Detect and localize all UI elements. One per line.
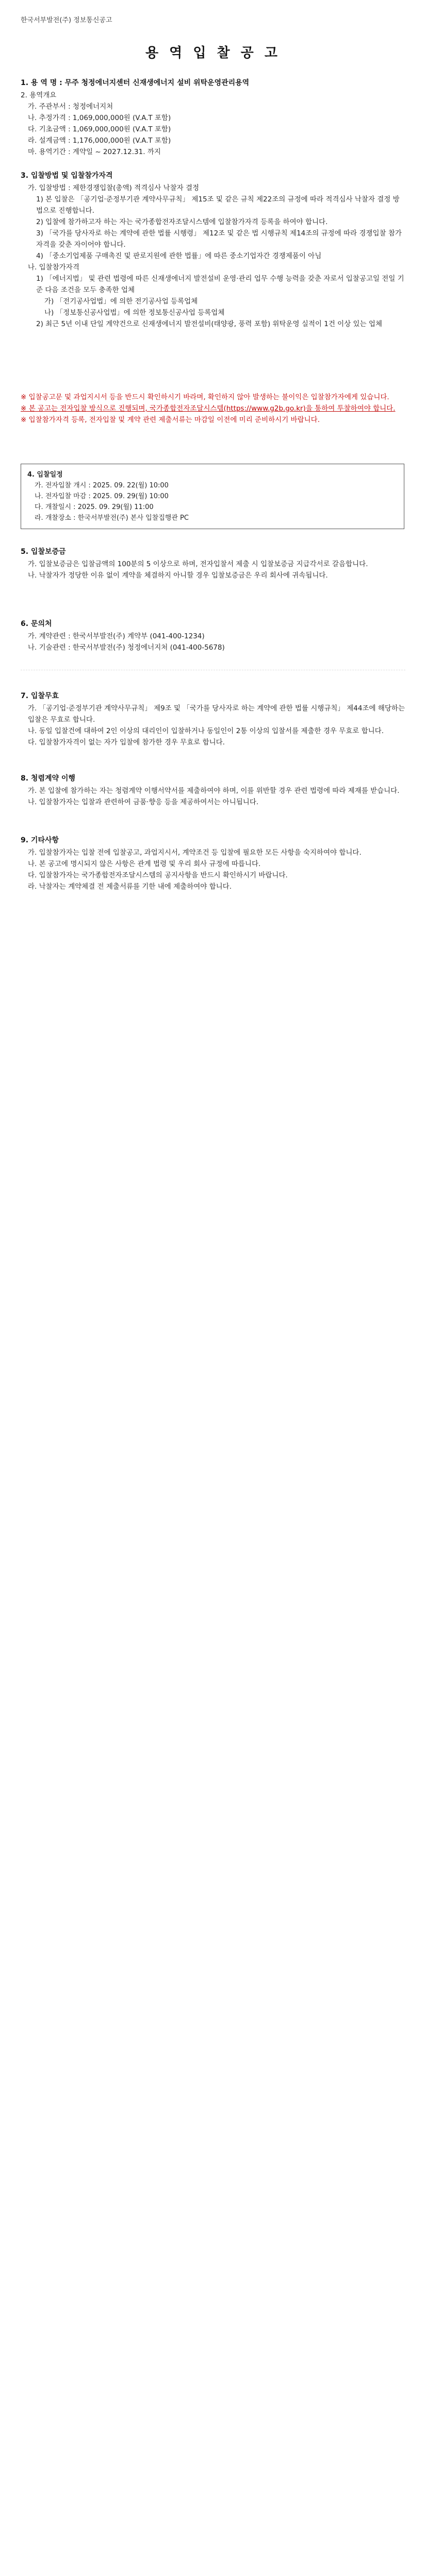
section-heading: 5. 입찰보증금 [21,548,66,556]
section-heading: 7. 입찰무효 [21,692,59,700]
line: 나) 「정보통신공사업법」에 의한 정보통신공사업 등록업체 [44,309,225,317]
notice-line: ※ 입찰공고문 및 과업지시서 등을 반드시 확인하시기 바라며, 확인하지 않아 발생하는 불이익은 입찰참가자에게 있습니다. [21,393,389,401]
line: 나. 전자입찰 마감 : 2025. 09. 29(월) 10:00 [35,493,169,500]
notice-line: ※ 입찰참가자격 등록, 전자입찰 및 계약 관련 제출서류는 마감일 이전에 미리 준비하시기 바랍니다. [21,416,320,424]
line: 가. 「공기업·준정부기관 계약사무규칙」 제9조 및 「국가를 당사자로 하는 계약에 관한 법률 시행규칙」 제44조에 해당하는 입찰은 무효로 합니다. [28,704,405,724]
section-contact [21,618,405,653]
section-deposit [21,546,405,581]
line: 나. 동일 입찰건에 대하여 2인 이상의 대리인이 입찰하거나 동일인이 2통 이상의 입찰서를 제출한 경우 무효로 합니다. [28,727,384,735]
line: 가. 입찰방법 : 제한경쟁입찰(총액) 적격심사 낙찰자 결정 [28,184,200,192]
line: 다. 입찰참가자는 국가종합전자조달시스템의 공지사항을 반드시 확인하시기 바랍니다. [28,871,288,879]
line: 다. 기초금액 : 1,069,000,000원 (V.A.T 포함) [28,125,171,133]
section-heading: 6. 문의처 [21,620,52,628]
line: 가) 「전기공사업법」에 의한 전기공사업 등록업체 [44,297,198,306]
line: 가. 본 입찰에 참가하는 자는 청렴계약 이행서약서를 제출하여야 하며, 이를 위반할 경우 관련 법령에 따라 제재를 받습니다. [28,787,400,795]
section-integrity [21,773,405,808]
line: 가. 주관부서 : 청정에너지처 [28,103,113,111]
line: 나. 기술관련 : 한국서부발전(주) 청정에너지처 (041-400-5678) [28,643,225,652]
line: 2. 용역개요 [21,91,57,99]
line: 1) 본 입찰은 「공기업·준정부기관 계약사무규칙」 제15조 및 같은 규칙 제22조의 규정에 따라 적격심사 낙찰자 결정 방법으로 진행합니다. [36,195,400,215]
section-heading: 4. 입찰일정 [27,471,63,479]
line: 3) 「국가를 당사자로 하는 계약에 관한 법률 시행령」 제12조 및 같은 법 시행규칙 제14조의 규정에 따라 경쟁입찰 참가자격을 갖춘 자이어야 합니다. [36,229,402,249]
line: 나. 입찰참가자는 입찰과 관련하여 금품·향응 등을 제공하여서는 아니됩니다. [28,798,259,806]
line: 가. 전자입찰 개시 : 2025. 09. 22(월) 10:00 [35,482,169,489]
line: 라. 설계금액 : 1,176,000,000원 (V.A.T 포함) [28,137,171,145]
section-heading: 1. 용 역 명 : 무주 청정에너지센터 신재생에너지 설비 위탁운영관리용역 [21,79,250,87]
section-misc [21,835,405,892]
line: 라. 개찰장소 : 한국서부발전(주) 본사 입찰집행관 PC [35,514,189,522]
line: 나. 낙찰자가 정당한 이유 없이 계약을 체결하지 아니할 경우 입찰보증금은 우리 회사에 귀속됩니다. [28,571,328,580]
line: 나. 입찰참가자격 [28,263,79,272]
line: 2) 입찰에 참가하고자 하는 자는 국가종합전자조달시스템에 입찰참가자격 등록을 하여야 합니다. [36,218,328,226]
line: 라. 낙찰자는 계약체결 전 제출서류를 기한 내에 제출하여야 합니다. [28,883,232,891]
line: 4) 「중소기업제품 구매촉진 및 판로지원에 관한 법률」에 따른 중소기업자간 경쟁제품이 아님 [36,252,322,260]
document-number: 한국서부발전(주) 정보통신공고 [21,16,112,24]
important-notice [21,392,405,426]
section-invalid-bid [21,690,405,748]
line: 1) 「에너지법」 및 관련 법령에 따른 신재생에너지 발전설비 운영·관리 업무 수행 능력을 갖춘 자로서 입찰공고일 전일 기준 다음 조건을 모두 충족한 업체 [36,275,404,294]
section-project [21,77,405,158]
line: 가. 입찰참가자는 입찰 전에 입찰공고, 과업지시서, 계약조건 등 입찰에 필요한 모든 사항을 숙지하여야 합니다. [28,849,362,857]
section-bid-method [21,170,405,330]
section-heading: 3. 입찰방법 및 입찰참가자격 [21,172,113,180]
line: 마. 용역기간 : 계약일 ~ 2027.12.31. 까지 [28,148,161,156]
line: 다. 입찰참가자격이 없는 자가 입찰에 참가한 경우 무효로 합니다. [28,738,225,747]
section-heading: 9. 기타사항 [21,836,59,844]
line: 가. 입찰보증금은 입찰금액의 100분의 5 이상으로 하며, 전자입찰서 제출 시 입찰보증금 지급각서로 갈음합니다. [28,560,368,568]
line: 2) 최근 5년 이내 단일 계약건으로 신재생에너지 발전설비(태양광, 풍력 포함) 위탁운영 실적이 1건 이상 있는 업체 [36,320,382,328]
line: 다. 개찰일시 : 2025. 09. 29(월) 11:00 [35,503,154,511]
notice-line: ※ 본 공고는 전자입찰 방식으로 진행되며, 국가종합전자조달시스템(https://www.g2b.go.kr)을 통하여 투찰하여야 합니다. [21,404,396,413]
schedule-box [21,464,404,529]
line: 나. 본 공고에 명시되지 않은 사항은 관계 법령 및 우리 회사 규정에 따릅니다. [28,860,261,868]
page-title: 용 역 입 찰 공 고 [145,45,281,61]
line: 나. 추정가격 : 1,069,000,000원 (V.A.T 포함) [28,114,171,122]
line: 가. 계약관련 : 한국서부발전(주) 계약부 (041-400-1234) [28,632,205,640]
section-heading: 8. 청렴계약 이행 [21,774,75,783]
